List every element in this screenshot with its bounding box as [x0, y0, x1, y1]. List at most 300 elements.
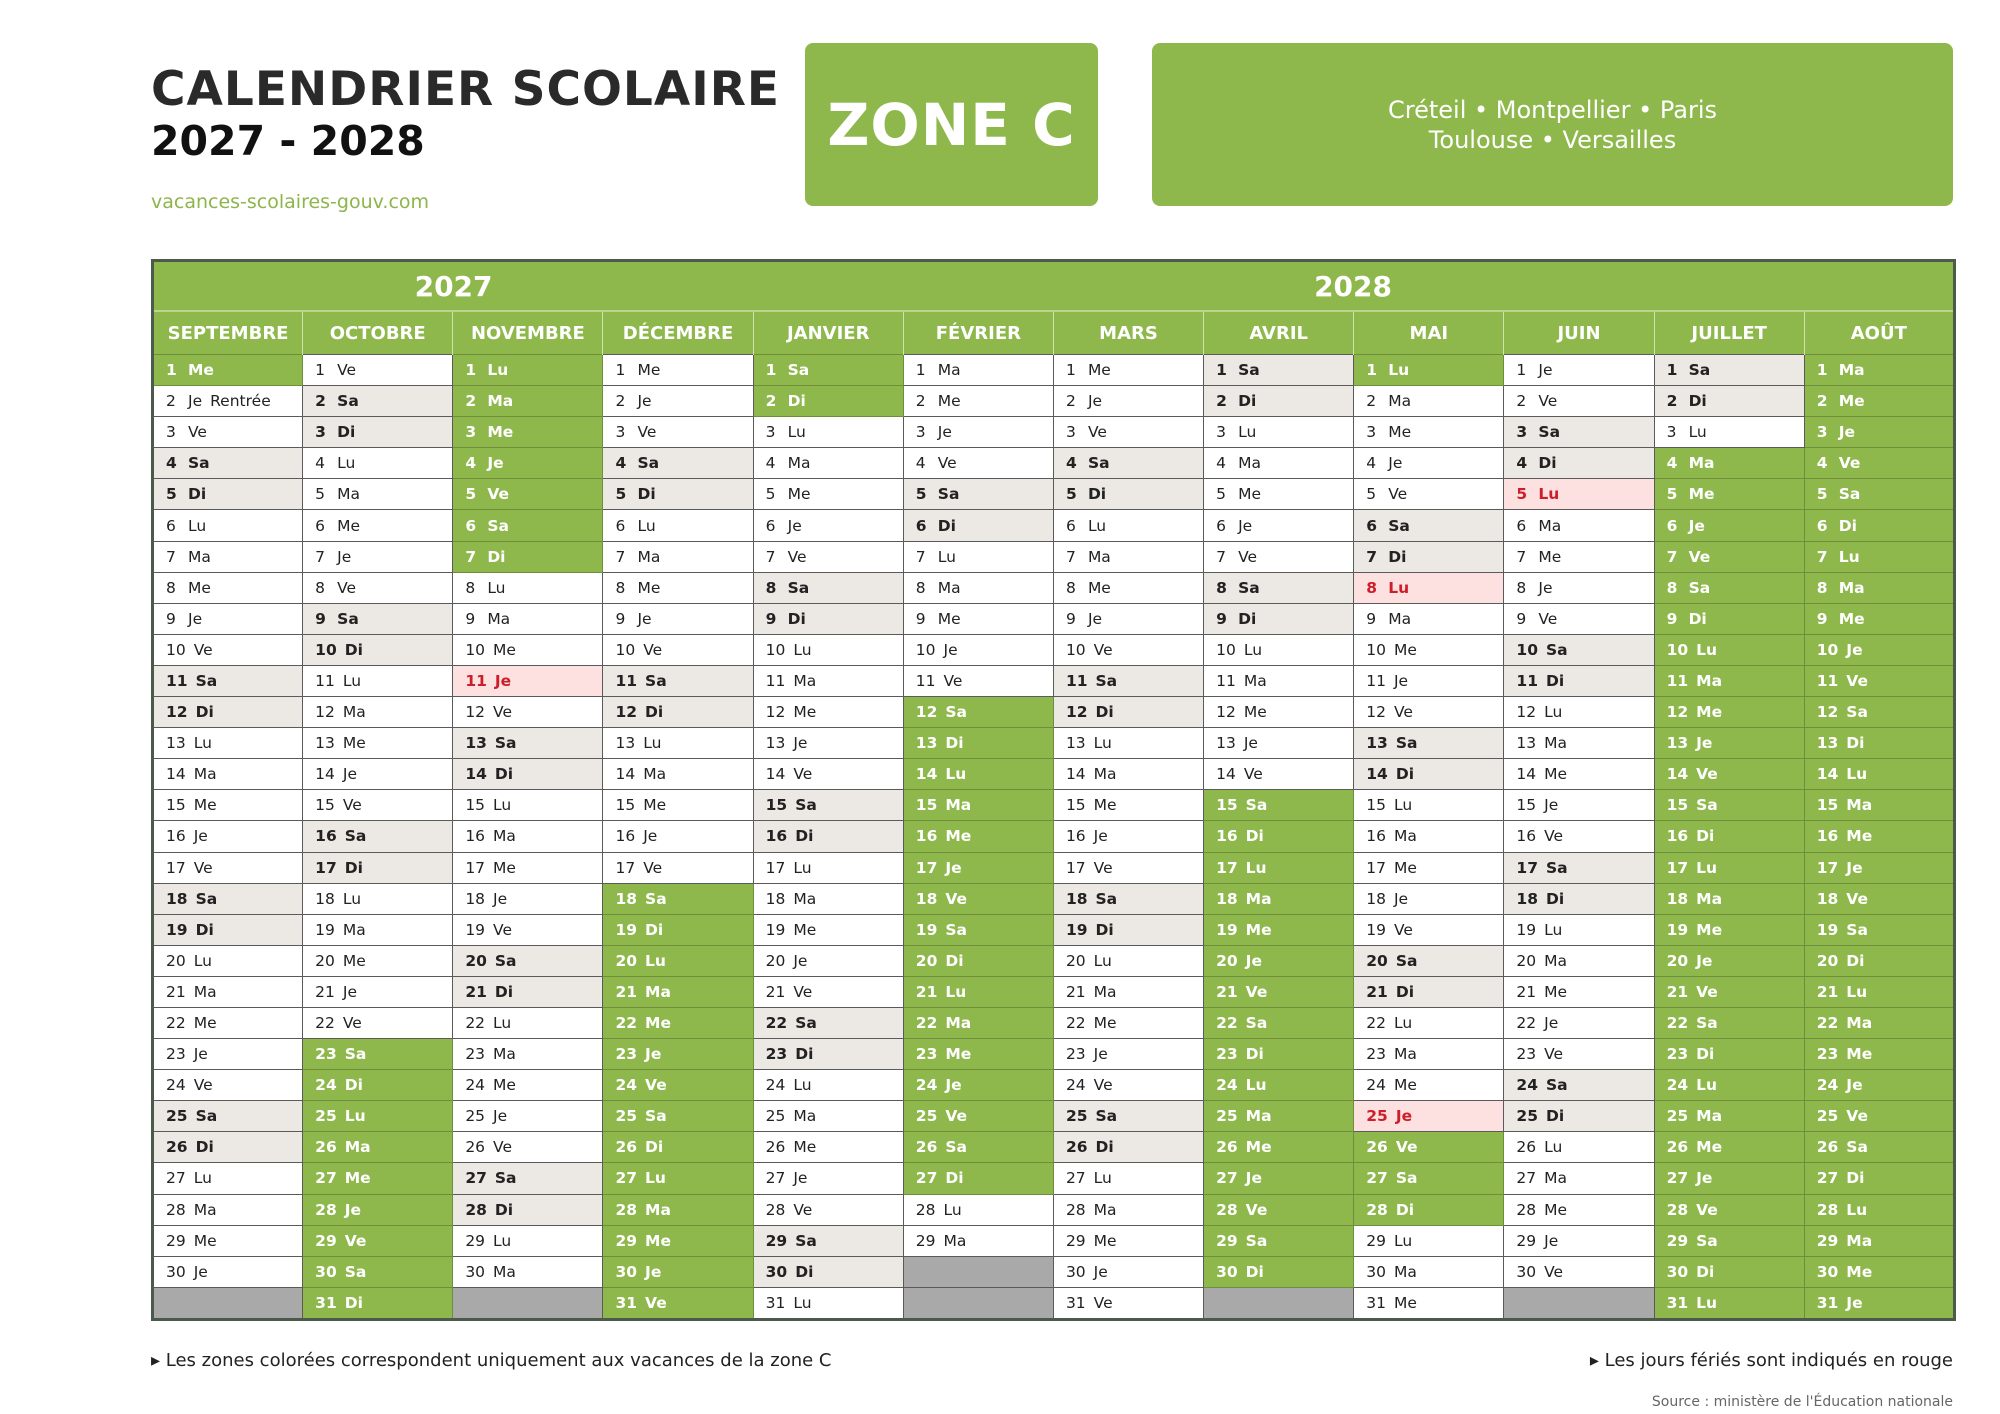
weekday-label: Ve [493, 703, 512, 722]
day-number: 21 [615, 982, 638, 1001]
weekday-label: Me [1696, 1138, 1723, 1157]
weekday-label: Ma [193, 765, 217, 784]
day-number: 11 [1666, 671, 1689, 690]
weekday-label: Lu [493, 1014, 512, 1033]
weekday-label: Je [344, 1200, 362, 1219]
day-cell [903, 1194, 1053, 1225]
day-number: 6 [1366, 516, 1378, 535]
day-cell [1654, 697, 1804, 728]
day-cell [1053, 1039, 1203, 1070]
day-number: 11 [1516, 671, 1538, 690]
day-number: 3 [1065, 423, 1076, 442]
empty-day-cell [1504, 1287, 1654, 1319]
day-cell [153, 417, 303, 448]
cities-line-1: Créteil • Montpellier • Paris [1388, 95, 1717, 124]
day-cell [1204, 1070, 1354, 1101]
weekday-label: Ve [1846, 671, 1868, 690]
weekday-label: Ve [1243, 765, 1263, 784]
day-number: 8 [1366, 578, 1378, 597]
weekday-label: Sa [645, 1107, 667, 1126]
day-row [153, 1163, 1955, 1194]
day-number: 13 [1816, 734, 1839, 753]
day-cell [603, 1194, 753, 1225]
day-cell [903, 976, 1053, 1007]
day-cell [453, 603, 603, 634]
weekday-label: Me [493, 858, 516, 877]
day-number: 17 [615, 858, 636, 877]
day-number: 21 [1516, 982, 1537, 1001]
weekday-label: Ma [493, 827, 516, 846]
day-number: 30 [1216, 1262, 1238, 1281]
day-cell [1654, 1225, 1804, 1256]
day-cell [1654, 728, 1804, 759]
weekday-label: Di [1696, 1262, 1715, 1281]
day-number: 8 [1816, 578, 1828, 597]
day-number: 3 [465, 423, 477, 442]
day-cell [1354, 883, 1504, 914]
weekday-label: Me [487, 423, 514, 442]
weekday-label: Lu [937, 547, 956, 566]
day-number: 21 [1666, 982, 1689, 1001]
weekday-label: Ve [1544, 1045, 1564, 1064]
day-number: 11 [1816, 671, 1839, 690]
day-cell [1053, 914, 1203, 945]
day-number: 7 [765, 547, 776, 566]
weekday-label: Ve [1388, 485, 1408, 504]
weekday-label: Di [1545, 889, 1565, 908]
day-row [153, 572, 1955, 603]
day-row [153, 914, 1955, 945]
weekday-label: Me [193, 796, 217, 815]
day-cell [1654, 1039, 1804, 1070]
day-cell [903, 759, 1053, 790]
day-cell [303, 541, 453, 572]
day-cell [1053, 1194, 1203, 1225]
day-number: 14 [1366, 765, 1388, 784]
day-cell [1654, 1163, 1804, 1194]
day-number: 1 [765, 361, 777, 380]
day-row [153, 728, 1955, 759]
weekday-label: Me [344, 1169, 371, 1188]
day-number: 29 [1216, 1231, 1238, 1250]
day-cell [153, 572, 303, 603]
day-number: 13 [1366, 734, 1388, 753]
weekday-label: Ma [645, 982, 671, 1001]
day-cell [903, 665, 1053, 696]
day-number: 7 [315, 547, 326, 566]
day-cell [153, 1070, 303, 1101]
day-number: 5 [465, 485, 477, 504]
day-cell [1204, 572, 1354, 603]
weekday-label: Me [937, 392, 961, 411]
day-cell [1804, 603, 1954, 634]
weekday-label: Lu [1696, 1076, 1718, 1095]
day-number: 30 [765, 1262, 788, 1281]
day-cell [453, 355, 603, 386]
day-cell [1204, 1256, 1354, 1287]
month-header: FÉVRIER [903, 311, 1053, 355]
day-cell [603, 572, 753, 603]
day-number: 21 [1216, 982, 1238, 1001]
day-cell [903, 634, 1053, 665]
day-cell [453, 1039, 603, 1070]
day-row [153, 759, 1955, 790]
weekday-label: Di [1846, 734, 1865, 753]
year-header-row [153, 261, 1955, 312]
day-number: 11 [765, 671, 786, 690]
day-number: 17 [1516, 858, 1538, 877]
day-number: 14 [465, 765, 487, 784]
weekday-label: Lu [493, 796, 512, 815]
day-cell [1354, 541, 1504, 572]
day-number: 28 [1516, 1200, 1537, 1219]
day-cell [153, 541, 303, 572]
zone-badge [805, 43, 1098, 206]
day-cell [1654, 852, 1804, 883]
weekday-label: Ve [645, 1076, 667, 1095]
day-row [153, 541, 1955, 572]
day-cell [1053, 665, 1203, 696]
website-link[interactable]: vacances-scolaires-gouv.com [151, 191, 430, 213]
day-number: 29 [1065, 1231, 1086, 1250]
day-cell [453, 697, 603, 728]
day-number: 24 [166, 1076, 186, 1095]
day-cell [1053, 697, 1203, 728]
day-cell [1204, 821, 1354, 852]
day-row [153, 665, 1955, 696]
weekday-label: Di [937, 516, 956, 535]
weekday-label: Lu [645, 1169, 666, 1188]
day-cell [753, 852, 903, 883]
day-cell [753, 1287, 903, 1319]
cities-box [1152, 43, 1953, 206]
day-number: 30 [1065, 1262, 1086, 1281]
day-number: 2 [1216, 392, 1227, 411]
day-number: 28 [915, 1200, 936, 1219]
weekday-label: Me [1393, 858, 1417, 877]
weekday-label: Je [637, 609, 652, 628]
day-number: 18 [465, 889, 486, 908]
weekday-label: Ve [945, 889, 968, 908]
day-cell [1804, 697, 1954, 728]
day-cell [303, 1225, 453, 1256]
day-cell [753, 541, 903, 572]
day-number: 4 [1516, 454, 1528, 473]
day-cell [153, 1039, 303, 1070]
day-number: 12 [765, 703, 786, 722]
day-cell [603, 945, 753, 976]
day-cell [1204, 1194, 1354, 1225]
day-cell [753, 1256, 903, 1287]
day-cell [453, 914, 603, 945]
day-cell [1804, 355, 1954, 386]
day-cell [1504, 914, 1654, 945]
day-number: 16 [1366, 827, 1386, 846]
day-cell [753, 759, 903, 790]
day-cell [1204, 355, 1354, 386]
month-header: DÉCEMBRE [603, 311, 753, 355]
day-number: 19 [166, 920, 188, 939]
weekday-label: Lu [1388, 361, 1410, 380]
weekday-label: Je [188, 609, 203, 628]
day-number: 3 [315, 423, 326, 442]
day-number: 18 [1366, 889, 1386, 908]
weekday-label: Ve [342, 796, 362, 815]
day-number: 6 [915, 516, 927, 535]
day-number: 15 [915, 796, 938, 815]
weekday-label: Ma [1696, 671, 1723, 690]
day-cell [1504, 634, 1654, 665]
day-number: 12 [315, 703, 335, 722]
day-number: 26 [1816, 1138, 1839, 1157]
weekday-label: Je [637, 392, 652, 411]
weekday-label: Je [1846, 640, 1863, 659]
day-cell [453, 417, 603, 448]
weekday-label: Ma [493, 1045, 516, 1064]
weekday-label: Ve [945, 1107, 968, 1126]
day-row [153, 945, 1955, 976]
day-cell [453, 665, 603, 696]
day-cell [1804, 479, 1954, 510]
day-cell [1053, 790, 1203, 821]
day-number: 7 [915, 547, 926, 566]
day-cell [1804, 572, 1954, 603]
day-number: 27 [166, 1169, 186, 1188]
day-number: 9 [465, 609, 476, 628]
day-number: 28 [315, 1200, 337, 1219]
day-cell [753, 386, 903, 417]
day-number: 6 [765, 516, 776, 535]
weekday-label: Sa [188, 454, 210, 473]
day-number: 21 [166, 982, 186, 1001]
day-cell [1504, 976, 1654, 1007]
weekday-label: Di [1095, 920, 1114, 939]
weekday-label: Ma [1688, 454, 1715, 473]
day-number: 10 [465, 640, 486, 659]
weekday-label: Sa [1846, 1138, 1868, 1157]
weekday-label: Lu [793, 640, 812, 659]
day-row [153, 790, 1955, 821]
day-cell [753, 665, 903, 696]
day-cell [1804, 728, 1954, 759]
day-number: 6 [166, 516, 176, 535]
day-number: 29 [615, 1231, 638, 1250]
day-number: 19 [1366, 920, 1386, 939]
day-cell [1354, 728, 1504, 759]
day-cell [603, 1007, 753, 1038]
day-number: 12 [1666, 703, 1689, 722]
day-cell [453, 790, 603, 821]
day-number: 17 [1065, 858, 1086, 877]
day-cell [453, 852, 603, 883]
day-row [153, 976, 1955, 1007]
day-cell [303, 665, 453, 696]
weekday-label: Me [793, 920, 817, 939]
day-number: 16 [615, 827, 636, 846]
weekday-label: Je [1696, 1169, 1713, 1188]
day-number: 29 [1816, 1231, 1839, 1250]
weekday-label: Sa [344, 1262, 367, 1281]
day-number: 8 [1216, 578, 1227, 597]
day-number: 8 [1666, 578, 1678, 597]
weekday-label: Di [1696, 827, 1715, 846]
day-number: 1 [1816, 361, 1828, 380]
weekday-label: Di [494, 982, 514, 1001]
day-cell [1654, 976, 1804, 1007]
day-number: 11 [465, 671, 487, 690]
weekday-label: Ve [943, 671, 963, 690]
weekday-label: Ve [493, 920, 512, 939]
day-number: 27 [615, 1169, 638, 1188]
weekday-label: Sa [1245, 1231, 1268, 1250]
day-cell [453, 634, 603, 665]
weekday-label: Di [1238, 609, 1257, 628]
empty-day-cell [453, 1287, 603, 1319]
day-cell [1804, 634, 1954, 665]
day-cell [1804, 790, 1954, 821]
day-number: 4 [765, 454, 776, 473]
day-number: 2 [465, 392, 477, 411]
day-row [153, 448, 1955, 479]
day-number: 18 [915, 889, 938, 908]
day-cell [153, 852, 303, 883]
weekday-label: Me [1846, 1262, 1873, 1281]
day-cell [1053, 417, 1203, 448]
weekday-label: Lu [193, 1169, 212, 1188]
day-number: 23 [1516, 1045, 1537, 1064]
day-row [153, 697, 1955, 728]
weekday-label: Je [1393, 889, 1409, 908]
day-number: 11 [1065, 671, 1088, 690]
weekday-label: Ma [487, 609, 511, 628]
day-cell [153, 883, 303, 914]
day-cell [1053, 976, 1203, 1007]
day-number: 9 [166, 609, 176, 628]
day-number: 25 [1516, 1107, 1538, 1126]
day-number: 27 [915, 1169, 938, 1188]
day-number: 27 [1216, 1169, 1238, 1188]
day-cell [1654, 1287, 1804, 1319]
day-number: 22 [1816, 1014, 1839, 1033]
weekday-label: Ve [1245, 982, 1268, 1001]
day-cell [1804, 821, 1954, 852]
weekday-label: Lu [945, 982, 967, 1001]
weekday-label: Sa [945, 703, 967, 722]
day-number: 2 [1666, 392, 1678, 411]
day-number: 25 [1216, 1107, 1238, 1126]
day-number: 6 [315, 516, 326, 535]
weekday-label: Ve [793, 1200, 813, 1219]
day-cell [1053, 759, 1203, 790]
weekday-label: Je [1093, 1262, 1108, 1281]
weekday-label: Me [645, 1014, 671, 1033]
weekday-label: Di [1095, 703, 1114, 722]
weekday-label: Di [795, 1045, 814, 1064]
day-number: 14 [315, 765, 335, 784]
day-number: 15 [1666, 796, 1689, 815]
day-number: 11 [615, 671, 638, 690]
day-cell [1654, 1070, 1804, 1101]
day-number: 5 [615, 485, 627, 504]
day-cell [303, 479, 453, 510]
weekday-label: Lu [1846, 1200, 1868, 1219]
day-number: 28 [1666, 1200, 1689, 1219]
school-year: 2027 - 2028 [151, 117, 425, 165]
weekday-label: Sa [1688, 361, 1711, 380]
weekday-label: Je [943, 640, 958, 659]
day-number: 14 [1516, 765, 1537, 784]
day-number: 5 [1366, 485, 1377, 504]
day-cell [303, 1163, 453, 1194]
day-cell [153, 603, 303, 634]
day-cell [753, 883, 903, 914]
day-cell [903, 1007, 1053, 1038]
day-number: 23 [1065, 1045, 1086, 1064]
weekday-label: Me [787, 485, 811, 504]
weekday-label: Sa [787, 361, 810, 380]
day-cell [453, 1101, 603, 1132]
day-row [153, 852, 1955, 883]
day-number: 8 [465, 578, 476, 597]
day-number: 1 [915, 361, 926, 380]
day-cell [303, 852, 453, 883]
day-cell [1504, 510, 1654, 541]
day-cell [753, 572, 903, 603]
day-cell [1354, 1225, 1504, 1256]
weekday-label: Ve [787, 547, 807, 566]
day-row [153, 1256, 1955, 1287]
weekday-label: Lu [945, 765, 967, 784]
weekday-label: Ve [1093, 858, 1113, 877]
weekday-label: Sa [1238, 361, 1260, 380]
day-cell [1354, 945, 1504, 976]
day-cell [453, 1225, 603, 1256]
weekday-label: Di [1688, 392, 1707, 411]
weekday-label: Ma [1846, 796, 1873, 815]
empty-day-cell [1204, 1287, 1354, 1319]
day-cell [153, 479, 303, 510]
weekday-label: Je [342, 982, 357, 1001]
day-number: 25 [1816, 1107, 1839, 1126]
day-cell [603, 883, 753, 914]
day-number: 4 [1666, 454, 1678, 473]
weekday-label: Ma [1087, 547, 1111, 566]
day-cell [753, 914, 903, 945]
day-number: 22 [465, 1014, 486, 1033]
day-number: 29 [1666, 1231, 1689, 1250]
day-cell [903, 1132, 1053, 1163]
day-number: 24 [615, 1076, 638, 1095]
weekday-label: Lu [1238, 423, 1257, 442]
weekday-label: Ma [337, 485, 361, 504]
day-number: 29 [315, 1231, 337, 1250]
day-number: 19 [1216, 920, 1238, 939]
day-cell [1053, 852, 1203, 883]
day-number: 21 [1366, 982, 1388, 1001]
day-cell [1204, 728, 1354, 759]
day-cell [303, 1256, 453, 1287]
day-number: 26 [615, 1138, 638, 1157]
weekday-label: Ma [487, 392, 514, 411]
day-cell [1654, 479, 1804, 510]
day-cell [1204, 603, 1354, 634]
weekday-label: Ma [1393, 827, 1417, 846]
day-cell [303, 634, 453, 665]
day-cell [753, 510, 903, 541]
weekday-label: Je [1544, 796, 1559, 815]
day-cell [1654, 355, 1804, 386]
weekday-label: Ve [1093, 1076, 1113, 1095]
